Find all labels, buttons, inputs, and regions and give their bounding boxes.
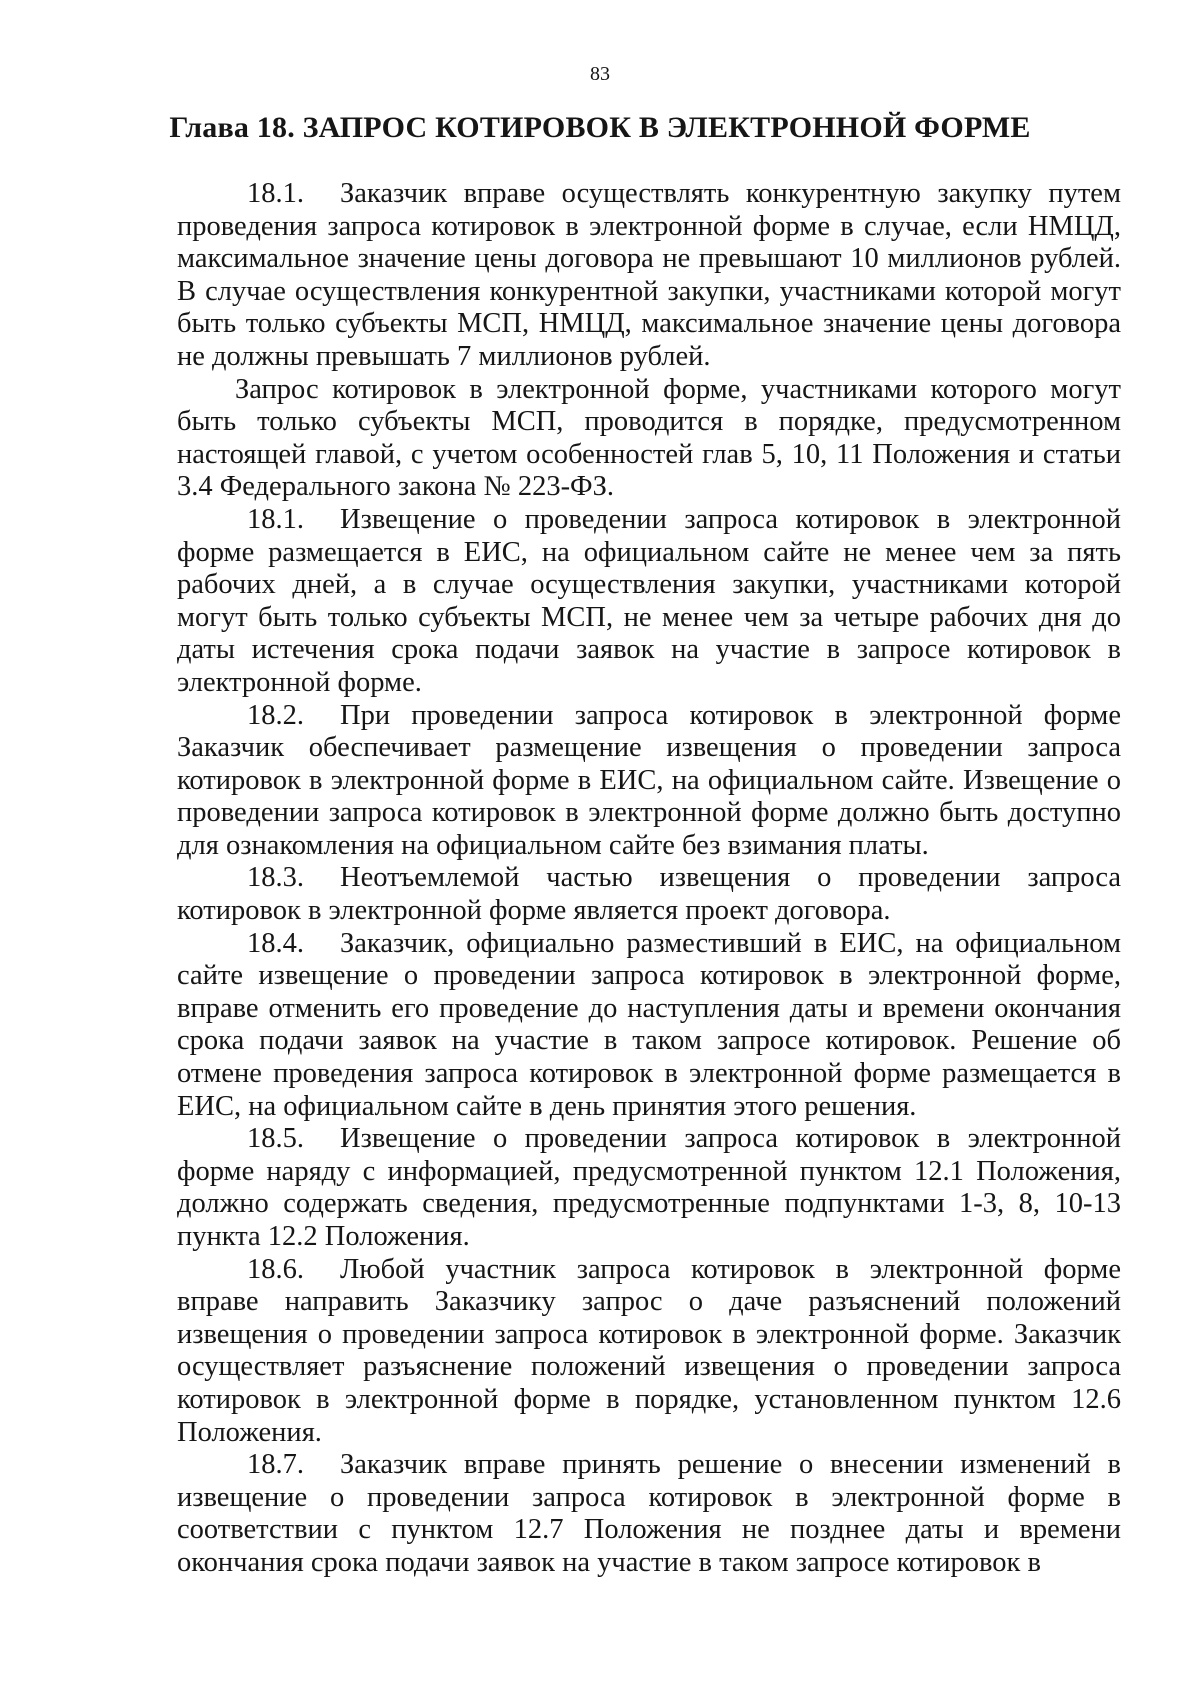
clause-text: Извещение о проведении запроса котировок в электронной форме наряду с информацией, предусмотренной пунктом 12.1 Положения, должно содержать сведения, предусмотренные подпунктами 1-3, 8, 10-13 пункта 12.2 Положения. (177, 1123, 1121, 1252)
clause-text: Заказчик вправе принять решение о внесении изменений в извещение о проведении запроса котировок в электронной форме в соответствии с пунктом 12.7 Положения не позднее даты и времени окончания срока подачи заявок на участие в таком запросе котировок в (177, 1449, 1121, 1578)
clause-18-6 (177, 1254, 1121, 1450)
clause-number: 18.4. (247, 927, 304, 959)
clause-number: 18.1. (247, 503, 304, 535)
clause-18-1-continuation (177, 374, 1121, 504)
clause-text: При проведении запроса котировок в электронной форме Заказчик обеспечивает размещение извещения о проведении запроса котировок в электронной форме в ЕИС, на официальном сайте. Извещение о проведении запроса котировок в электронной форме должно быть доступно для ознакомления на официальном сайте без взимания платы. (177, 699, 1121, 861)
clause-18-3 (177, 862, 1121, 927)
clause-text: Заказчик, официально разместивший в ЕИС, на официальном сайте извещение о проведении запроса котировок в электронной форме, вправе отменить его проведение до наступления даты и времени окончания срока подачи заявок на участие в таком запросе котировок. Решение об отмене проведения запроса котировок в электронной форме размещается в ЕИС, на официальном сайте в день принятия этого решения. (177, 927, 1121, 1122)
clause-number: 18.3. (247, 862, 304, 894)
clause-18-1 (177, 178, 1121, 374)
clause-number: 18.5. (247, 1123, 304, 1155)
chapter-body (177, 178, 1121, 1580)
clause-18-2 (177, 700, 1121, 863)
page-number: 83 (590, 63, 610, 85)
clause-number: 18.6. (247, 1253, 304, 1285)
clause-18-7 (177, 1449, 1121, 1579)
chapter-title: Глава 18. ЗАПРОС КОТИРОВОК В ЭЛЕКТРОННОЙ ФОРМЕ (169, 111, 1031, 144)
clause-18-1-notice (177, 504, 1121, 700)
clause-text: Извещение о проведении запроса котировок в электронной форме размещается в ЕИС, на официальном сайте не менее чем за пять рабочих дней, а в случае осуществления закупки, участниками которой могут быть только субъекты МСП, не менее чем за четыре рабочих дня до даты истечения срока подачи заявок на участие в запросе котировок в электронной форме. (177, 503, 1121, 698)
clause-number: 18.1. (247, 178, 304, 209)
clause-text: Неотъемлемой частью извещения о проведении запроса котировок в электронной форме является проект договора. (177, 862, 1121, 927)
clause-number: 18.7. (247, 1449, 304, 1481)
clause-text: Запрос котировок в электронной форме, участниками которого могут быть только субъекты МСП, проводится в порядке, предусмотренном настоящей главой, с учетом особенностей глав 5, 10, 11 Положения и статьи 3.4 Федерального закона № 223-ФЗ. (177, 373, 1121, 503)
clause-text: Заказчик вправе осуществлять конкурентную закупку путем проведения запроса котировок в электронной форме в случае, если НМЦД, максимальное значение цены договора не превышают 10 миллионов рублей. В случае осуществления конкурентной закупки, участниками которой могут быть только субъекты МСП, НМЦД, максимальное значение цены договора не должны превышать 7 миллионов рублей. (177, 178, 1121, 372)
clause-18-5 (177, 1123, 1121, 1253)
clause-18-4 (177, 928, 1121, 1124)
clause-text: Любой участник запроса котировок в электронной форме вправе направить Заказчику запрос о даче разъяснений положений извещения о проведении запроса котировок в электронной форме. Заказчик осуществляет разъяснение положений извещения о проведении запроса котировок в электронной форме в порядке, установленном пунктом 12.6 Положения. (177, 1253, 1121, 1448)
clause-number: 18.2. (247, 699, 304, 731)
